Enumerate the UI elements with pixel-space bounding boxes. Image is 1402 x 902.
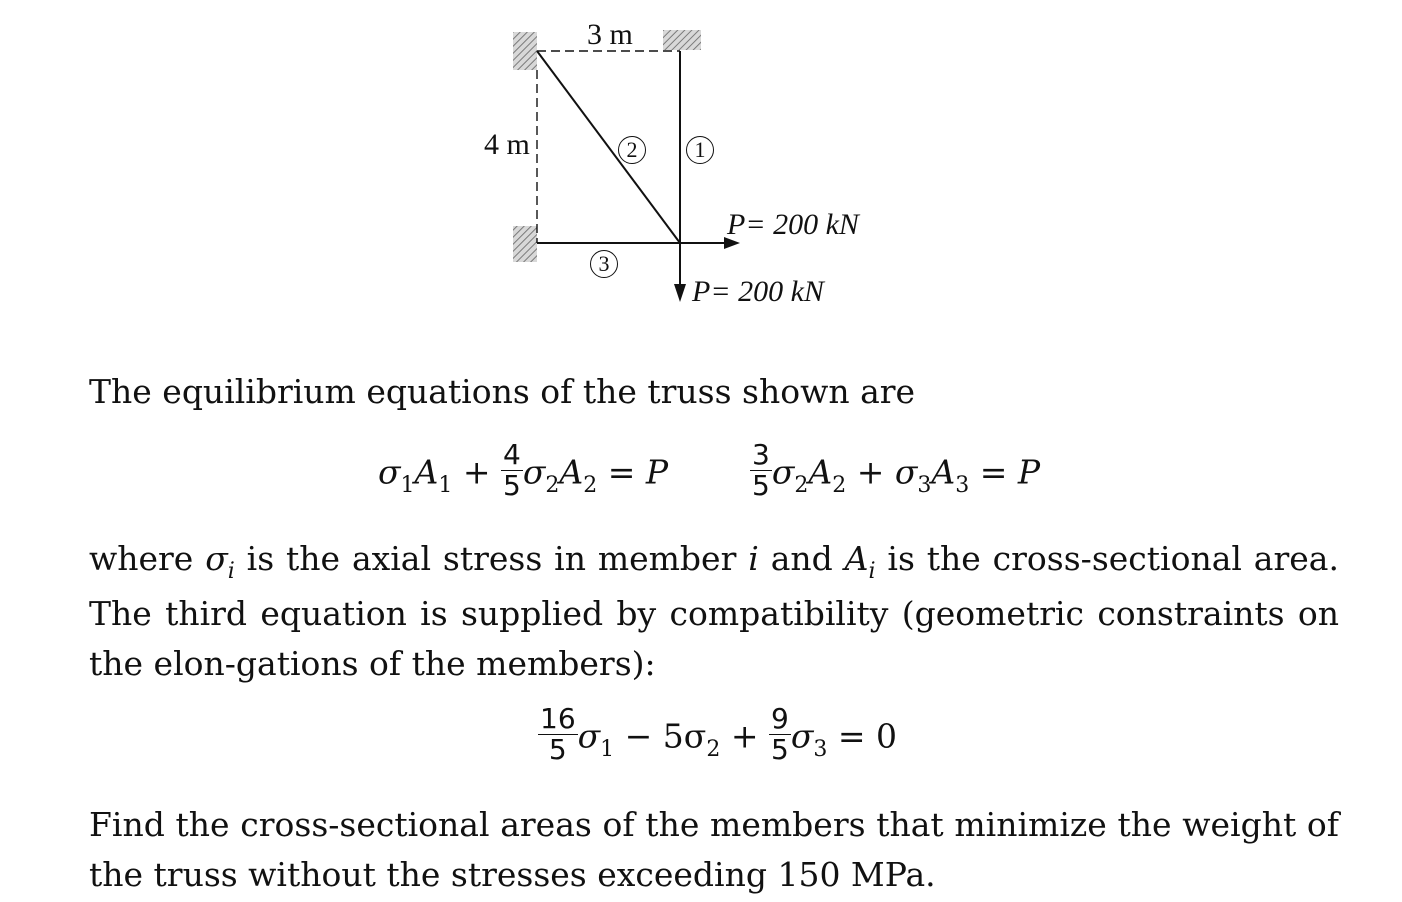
eq3-fraction-2 — [769, 704, 791, 765]
equilibrium-equation-1: $\sigma_1A_1$ + $\frac{4}{5}$ $\sigma_2A_2 = P$ — [378, 438, 669, 502]
bottom-left-support — [513, 226, 537, 262]
top-right-support — [663, 30, 701, 50]
member-2-label: 2 — [618, 136, 646, 164]
vertical-arrow-head — [674, 284, 686, 302]
member-3-label: 3 — [590, 250, 618, 278]
horizontal-load-label — [727, 210, 859, 240]
compatibility-equation: $\frac{16}{5}$ $\sigma_1 - 5\sigma_2$ + $\frac{9}{5}$ $\sigma_3 = 0$ — [540, 702, 897, 766]
where-part-4: is the cross-sectional area. The third equation is supplied by compatibility (geometric constraints on the elon-gations of the members): — [89, 539, 1339, 683]
where-part-2: is the axial stress in member — [246, 539, 737, 578]
member-2-line — [537, 51, 680, 243]
height-dimension-label: 4 m — [484, 128, 530, 161]
eq3-frac1-den: 5 — [548, 733, 567, 766]
eq3-frac2-den: 5 — [770, 733, 789, 766]
eq1-frac-den: 5 — [503, 469, 521, 502]
eq1-rhs: P — [645, 452, 669, 492]
eq3-middle: − 5σ — [624, 716, 707, 756]
eq3-rhs: = 0 — [837, 716, 897, 756]
eq3-frac2-num: 9 — [770, 702, 789, 735]
width-dimension-label: 3 m — [587, 18, 633, 51]
member-1-label: 1 — [686, 136, 714, 164]
intro-paragraph: The equilibrium equations of the truss shown are — [89, 372, 916, 411]
where-part-1: where — [89, 539, 194, 578]
where-part-3: and — [770, 539, 833, 578]
final-paragraph: Find the cross-sectional areas of the members that minimize the weight of the truss without the stresses exceeding 150 MPa. — [89, 805, 1339, 894]
eq2-frac-num: 3 — [752, 438, 770, 471]
eq3-fraction-1 — [538, 704, 578, 765]
eq2-rhs: P — [1017, 452, 1041, 492]
vertical-load-text: P= 200 kN — [692, 275, 824, 308]
eq3-frac1-num: 16 — [540, 702, 576, 735]
equilibrium-equation-2: $\frac{3}{5}$ $\sigma_2A_2 + \sigma_3A_3 = P$ — [752, 438, 1041, 502]
vertical-load-label — [692, 277, 824, 307]
eq2-frac-den: 5 — [752, 469, 770, 502]
where-paragraph: where $\sigma_i$ is the axial stress in member i and $A_i$ is the cross-sectional area. The third equation is supplied by compatibility (geometric constraints on the elon-gations of the members): — [89, 539, 1339, 683]
eq1-frac-num: 4 — [503, 438, 521, 471]
horizontal-load-text: P= 200 kN — [727, 208, 859, 241]
eq1-fraction — [501, 440, 523, 501]
top-left-support — [513, 32, 537, 70]
truss-figure — [0, 0, 1402, 330]
eq2-fraction — [750, 440, 772, 501]
